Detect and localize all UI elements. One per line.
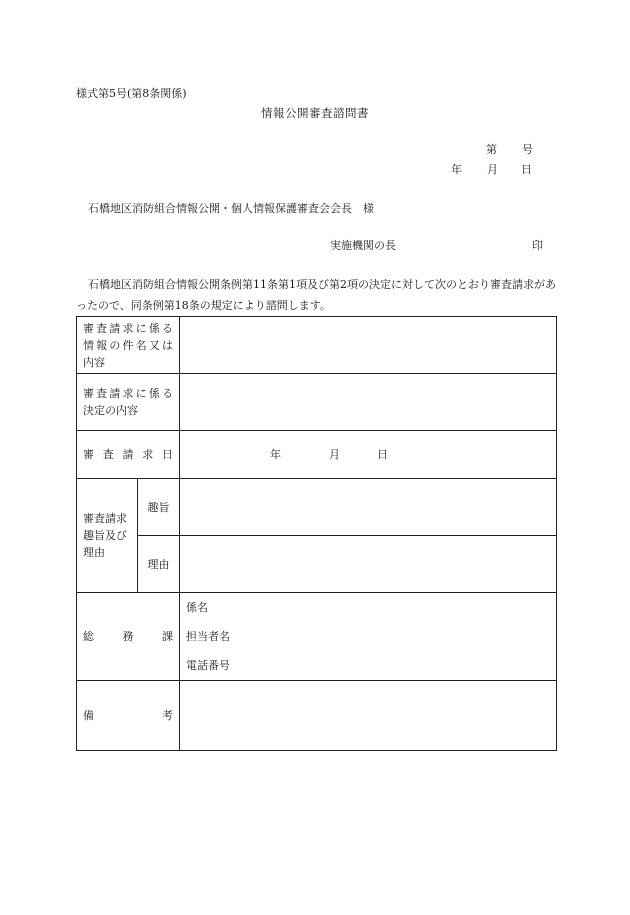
date-month-label: 月 [487, 163, 498, 176]
decision-value-cell[interactable] [180, 374, 557, 431]
row-decision [77, 374, 557, 431]
doc-number-suffix: 号 [522, 143, 533, 156]
purpose-sublabel: 趣旨 [138, 479, 180, 536]
general-affairs-label: 総務課 [83, 630, 173, 643]
section-name-label: 係名 [186, 601, 208, 614]
inquiry-form-table [76, 316, 557, 751]
subject-label-line3: 内容 [83, 355, 105, 369]
request-date-year: 年 [270, 447, 281, 461]
row-reason [77, 536, 557, 593]
reason-sublabel: 理由 [138, 536, 180, 593]
doc-number-prefix: 第 [486, 143, 497, 156]
subject-label-line2: 情報の件名又は [83, 338, 173, 352]
row-request-date [77, 431, 557, 479]
remarks-label: 備考 [83, 709, 173, 722]
addressee: 石橋地区消防組合情報公開・個人情報保護審査会会長 様 [88, 202, 374, 215]
request-date-day: 日 [377, 447, 388, 461]
request-date-label-cell [77, 431, 180, 479]
general-affairs-label-cell [77, 593, 180, 681]
request-date-month: 月 [329, 447, 340, 461]
row-remarks [77, 681, 557, 751]
purpose-reason-label-cell [77, 479, 138, 593]
purpose-reason-label-line1: 審査請求 [83, 512, 127, 525]
decision-label-line1: 審査請求に係る [83, 387, 173, 400]
staff-name-label: 担当者名 [186, 630, 230, 643]
phone-number-label: 電話番号 [186, 659, 230, 672]
row-general-affairs [77, 593, 557, 681]
date-year-label: 年 [451, 163, 462, 176]
request-date-label: 審査請求日 [83, 448, 173, 461]
general-affairs-value-cell [180, 593, 557, 681]
remarks-value-cell[interactable] [180, 681, 557, 751]
subject-label-cell [77, 317, 180, 374]
document-title: 情報公開審査諮問書 [261, 106, 369, 120]
sender-label: 実施機関の長 [330, 239, 396, 252]
purpose-reason-label-line3: 理由 [83, 546, 105, 559]
row-purpose [77, 479, 557, 536]
body-paragraph: 石橋地区消防組合情報公開条例第11条第1項及び第2項の決定に対して次のとおり審査請求があったので、同条例第18条の規定により諮問します。 [76, 278, 556, 312]
form-number-label: 様式第5号(第8条関係) [76, 87, 187, 100]
decision-label-cell [77, 374, 180, 431]
subject-value-cell[interactable] [180, 317, 557, 374]
seal-mark: 印 [532, 239, 543, 252]
subject-label-line1: 審査請求に係る [83, 321, 173, 335]
request-date-value-cell[interactable] [180, 431, 557, 479]
row-subject [77, 317, 557, 374]
purpose-value-cell[interactable] [180, 479, 557, 536]
reason-value-cell[interactable] [180, 536, 557, 593]
remarks-label-cell [77, 681, 180, 751]
purpose-reason-label-line2: 趣旨及び [83, 529, 127, 542]
date-day-label: 日 [521, 163, 532, 176]
decision-label-line2: 決定の内容 [83, 404, 138, 417]
